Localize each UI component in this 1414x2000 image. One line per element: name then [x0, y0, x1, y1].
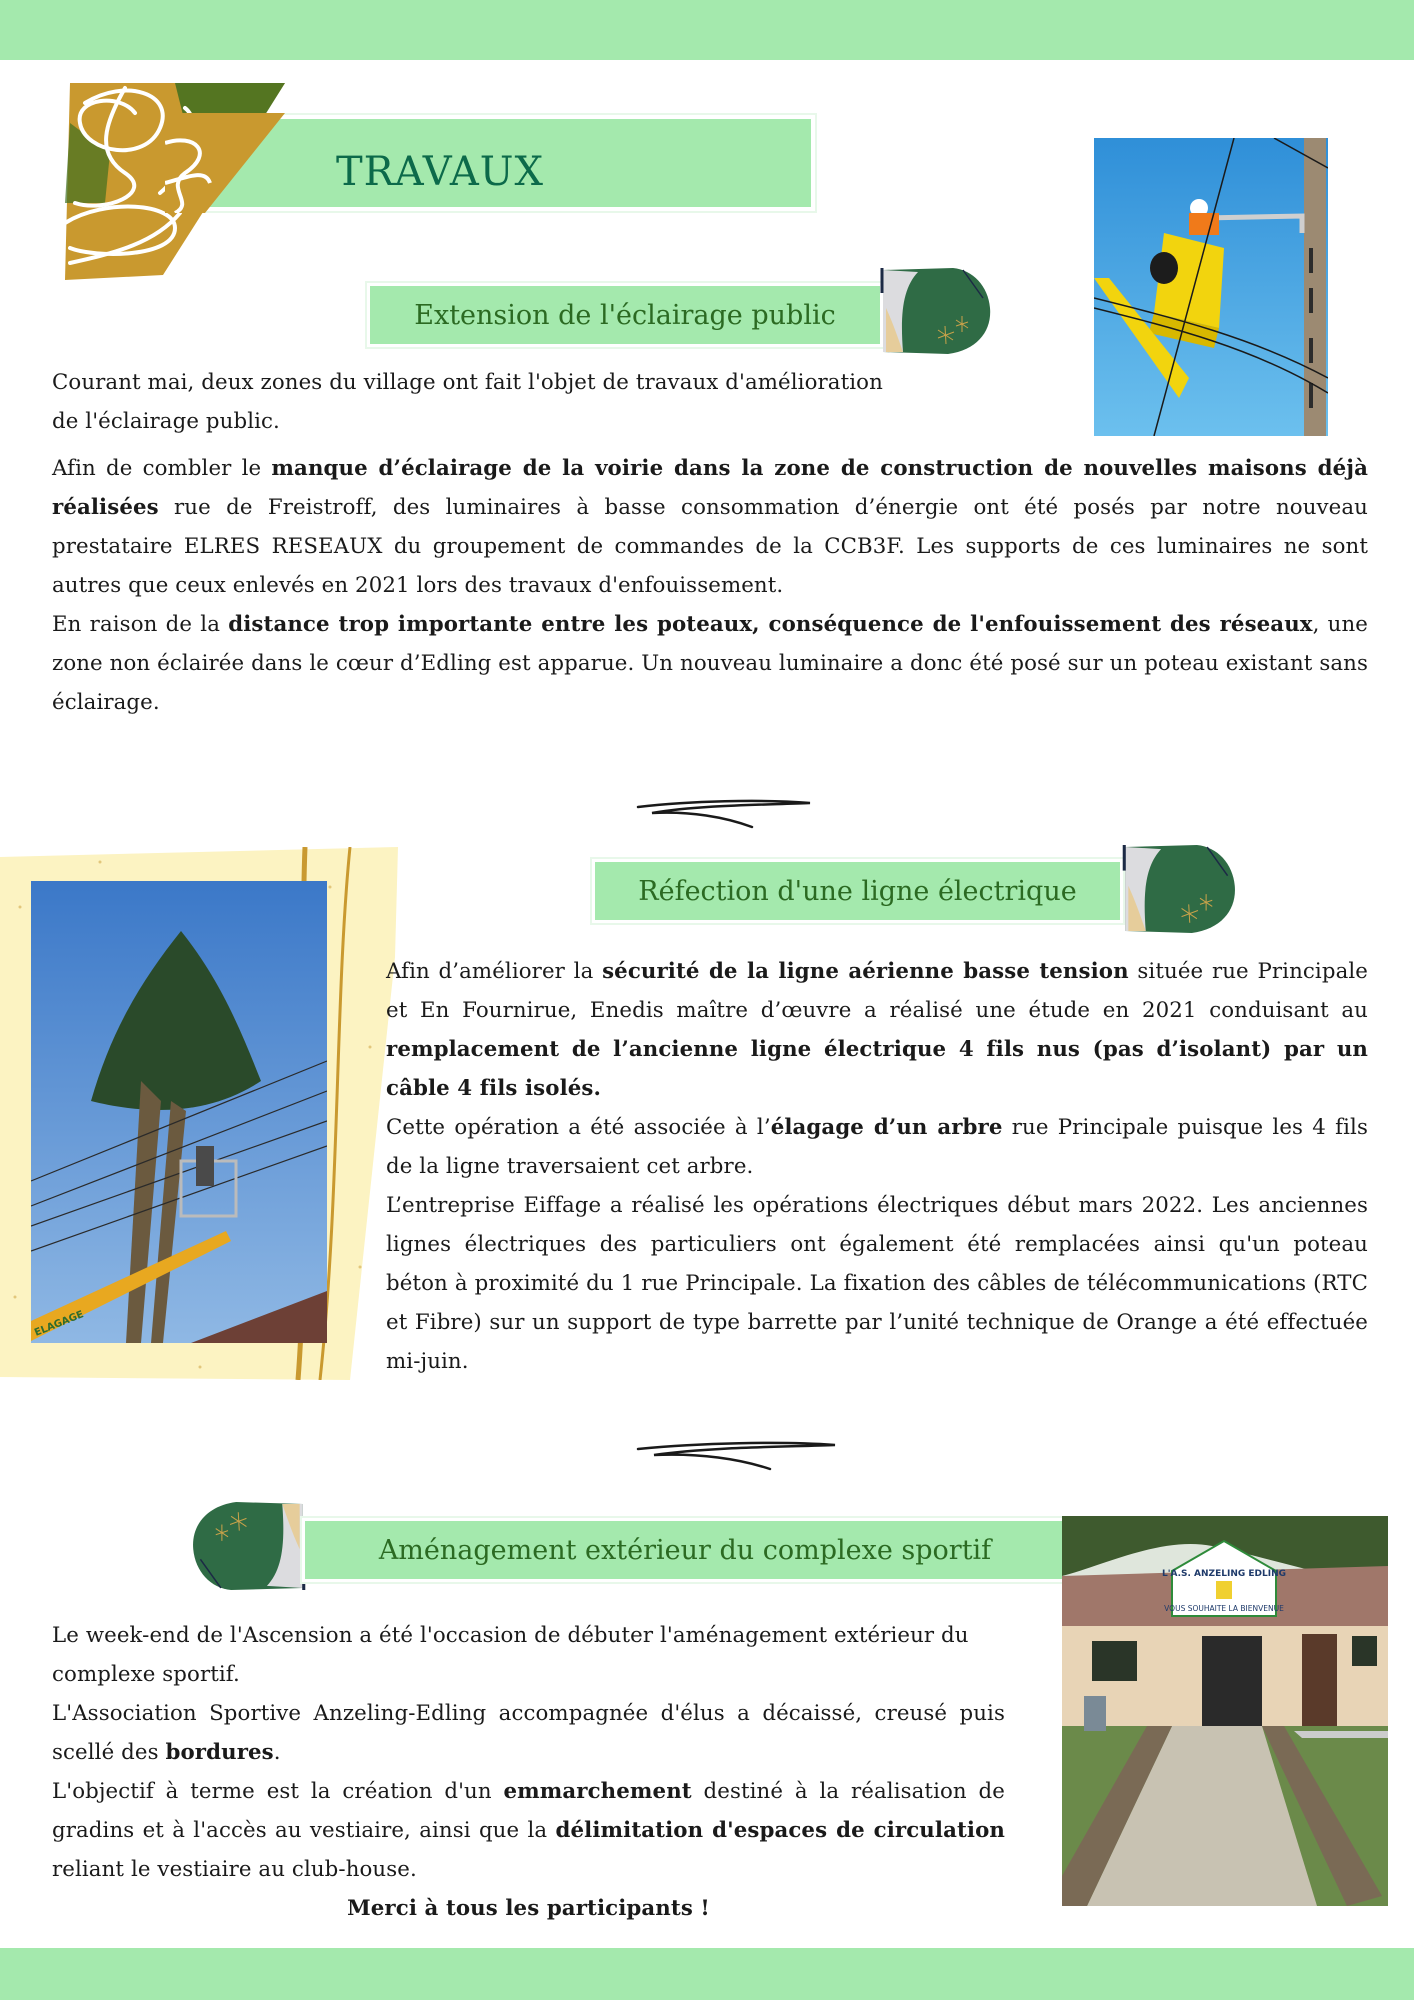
section2-paragraph-1	[386, 952, 1368, 1108]
intro-line-2: de l'éclairage public.	[52, 409, 280, 434]
truck-label: ELAGAGE	[33, 1309, 86, 1339]
text-run: située rue Principale et En Fournirue, Enedis maître d’œuvre a réalisé une étude en 2021 conduisant au	[386, 959, 1368, 1023]
bottom-band	[0, 1948, 1414, 2000]
leaf-decoration-icon	[190, 1502, 308, 1590]
text-run-bold: distance trop importante entre les poteaux, conséquence de l'enfouissement des réseaux	[228, 612, 1313, 637]
section3-body	[52, 1616, 1005, 1928]
section3-paragraph-3	[52, 1772, 1005, 1889]
text-run-bold: élagage d’un arbre	[770, 1115, 1003, 1140]
tree-pruning-photo	[31, 881, 327, 1343]
clubhouse-photo	[1062, 1516, 1388, 1906]
leaf-decoration-icon	[1120, 845, 1238, 933]
text-run: .	[273, 1740, 281, 1765]
section-heading-complexe	[300, 1516, 1070, 1584]
section3-paragraph-1: Le week-end de l'Ascension a été l'occasion de débuter l'aménagement extérieur du complexe sportif.	[52, 1623, 969, 1687]
text-run: En raison de la	[52, 612, 229, 637]
divider-squiggle-icon	[630, 1437, 845, 1477]
text-run: Cette opération a été associée à l’	[386, 1115, 771, 1140]
section-heading-eclairage	[365, 281, 885, 349]
section1-body	[52, 449, 1368, 722]
section1-paragraph-1	[52, 449, 1368, 605]
text-run: Afin d’améliorer la	[386, 959, 603, 984]
section-heading-label: Extension de l'éclairage public	[414, 299, 836, 331]
closing-thanks	[52, 1889, 1005, 1928]
section2-paragraph-2	[386, 1108, 1368, 1186]
text-run: rue de Freistroff, des luminaires à basse consommation d’énergie ont été posés par notre nouveau prestataire ELRES RESEAUX du groupement de commandes de la CCB3F. Les supports de ces luminaires ne sont autres que ceux enlevés en 2021 lors des travaux d'enfouissement.	[52, 495, 1368, 598]
text-run: L'Association Sportive Anzeling-Edling accompagnée d'élus a décaissé, creusé puis scellé des	[52, 1701, 1005, 1765]
text-run: L'objectif à terme est la création d'un	[52, 1779, 504, 1804]
text-run-bold: délimitation d'espaces de circulation	[555, 1818, 1005, 1843]
section-heading-label: Réfection d'une ligne électrique	[638, 875, 1077, 907]
section1-paragraph-2	[52, 605, 1368, 722]
text-run-bold: emmarchement	[503, 1779, 692, 1804]
text-run: Afin de combler le	[52, 456, 272, 481]
section3-paragraph-2	[52, 1694, 1005, 1772]
page-title: TRAVAUX	[336, 149, 544, 195]
text-run: destiné à la réalisation de gradins et à l'accès au vestiaire, ainsi que la	[52, 1779, 1005, 1843]
text-run-bold: remplacement de l’ancienne ligne électrique 4 fils nus (pas d’isolant) par un câble 4 fils isolés.	[386, 1037, 1368, 1101]
section-heading-ligne	[590, 857, 1125, 925]
sign-top-text: L'A.S. ANZELING EDLING	[1161, 1569, 1287, 1579]
top-band	[0, 0, 1414, 60]
title-diagonal-mask	[165, 113, 285, 213]
text-run: rue Principale puisque les 4 fils de la ligne traversaient cet arbre.	[386, 1115, 1368, 1179]
divider-squiggle-icon	[630, 795, 820, 835]
section1-intro	[52, 363, 1082, 441]
sign-bottom-text: VOUS SOUHAITE LA BIENVENUE	[1164, 1604, 1284, 1613]
intro-line-1: Courant mai, deux zones du village ont fait l'objet de travaux d'amélioration	[52, 370, 883, 395]
text-run-bold: bordures	[165, 1740, 274, 1765]
text-run-bold: sécurité de la ligne aérienne basse tension	[602, 959, 1129, 984]
text-run-bold: manque d’éclairage de la voirie dans la zone de construction de nouvelles maisons déjà réalisées	[52, 456, 1369, 520]
streetlight-work-photo	[1094, 138, 1328, 436]
closing-text: Merci à tous les participants !	[347, 1896, 710, 1921]
section-heading-label: Aménagement extérieur du complexe sportif	[378, 1534, 992, 1566]
text-run: reliant le vestiaire au club-house.	[52, 1857, 417, 1882]
leaf-decoration-icon	[878, 268, 993, 354]
text-run: , une zone non éclairée dans le cœur d’Edling est apparue. Un nouveau luminaire a donc été posé sur un poteau existant sans éclairage.	[52, 612, 1369, 715]
section2-body	[386, 952, 1368, 1381]
section2-paragraph-3: L’entreprise Eiffage a réalisé les opérations électriques début mars 2022. Les anciennes lignes électriques des particuliers ont également été remplacées ainsi qu'un poteau béton à proximité du 1 rue Principale. La fixation des câbles de télécommunications (RTC et Fibre) sur un support de type barrette par l’unité technique de Orange a été effectuée mi-juin.	[386, 1193, 1368, 1374]
